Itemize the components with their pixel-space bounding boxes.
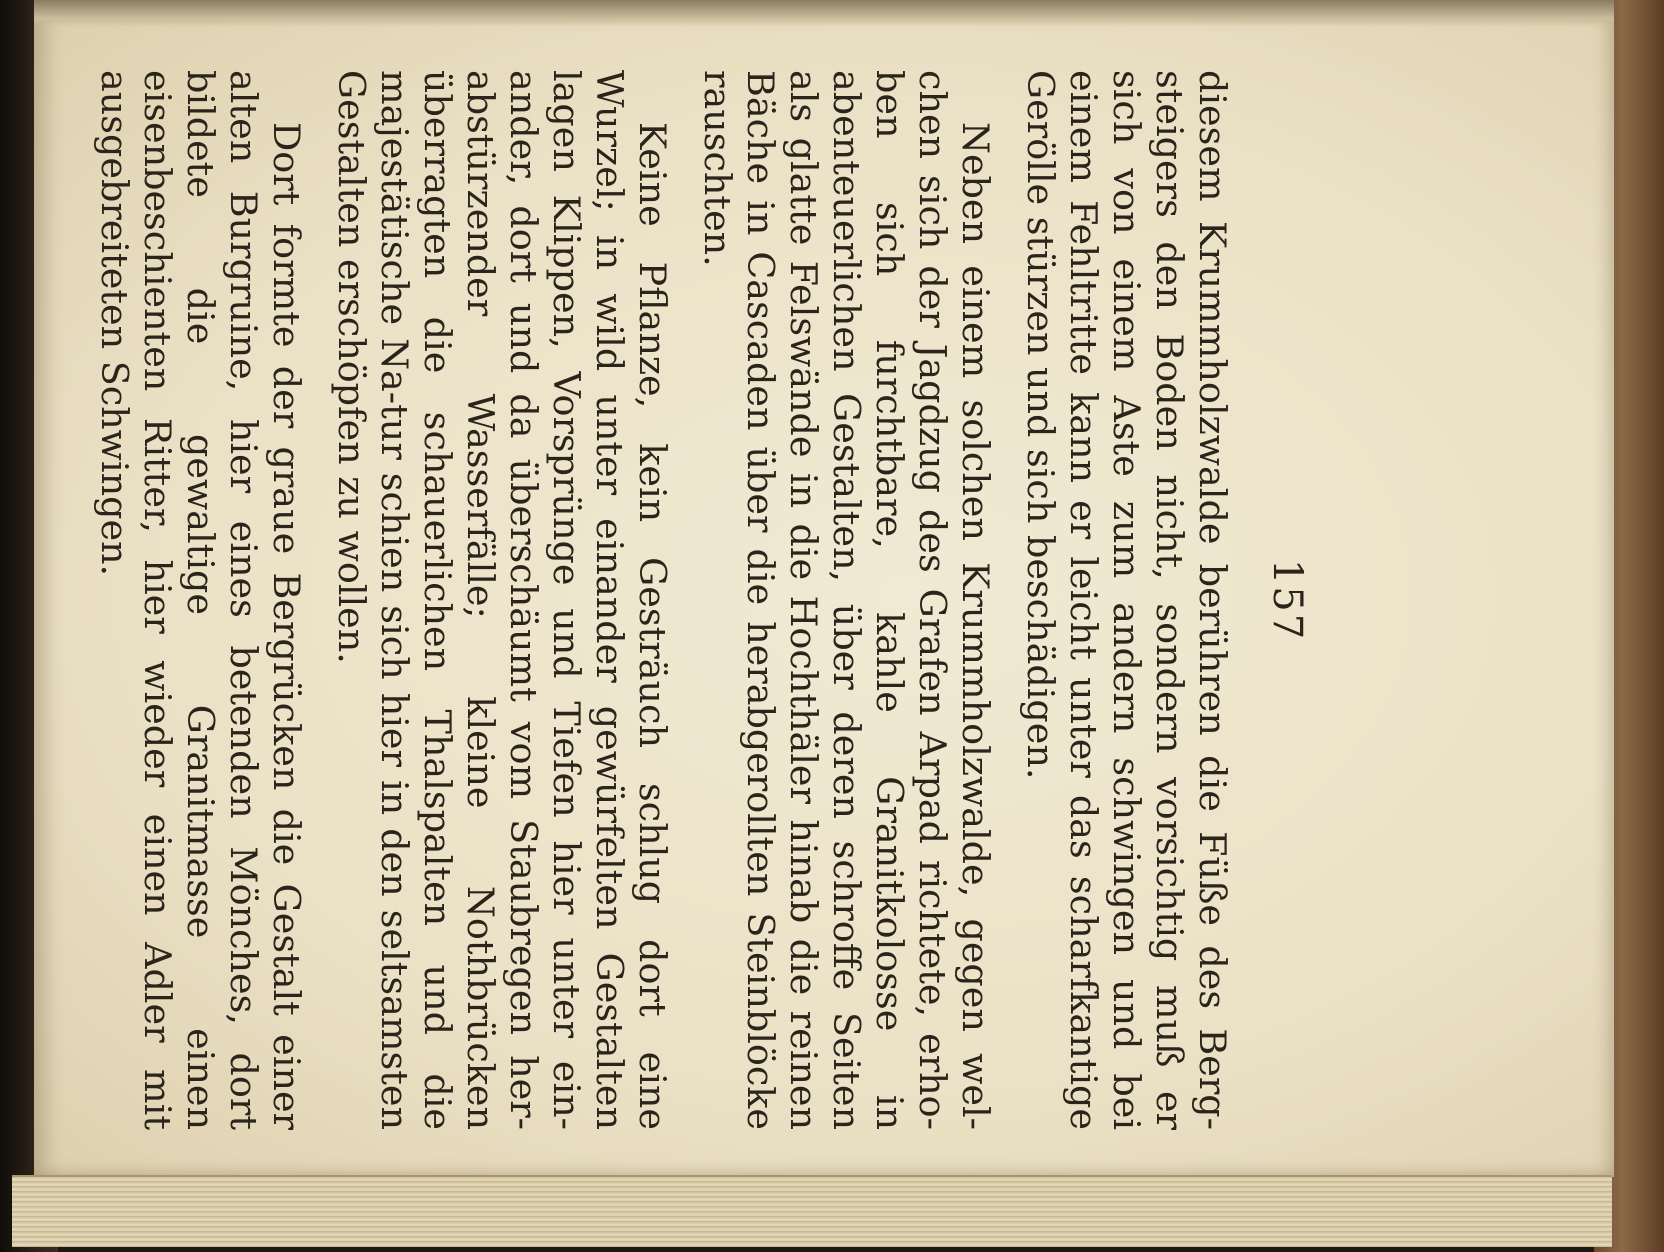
- paragraph-4: Dort formte der graue Bergrücken die Gestalt einer alten Burgruine, hier eines betenden Mönches, dort bildete die gewaltige Granitmasse einen eisenbeschienten Ritter, hier wieder einen Adler mit ausgebreiteten Schwingen.: [93, 70, 308, 1130]
- paragraph-1: diesem Krummholzwalde berühren die Füße des Berg-steigers den Boden nicht, sondern vorsichtig muß er sich von einem Aste zum andern schwingen und bei einem Fehltritte kann er leicht unter das scharfkantige Gerölle stürzen und sich beschädigen.: [1019, 70, 1234, 1130]
- paragraph-2: Neben einem solchen Krummholzwalde, gegen wel-chen sich der Jagdzug des Grafen Arpad richtete, erho-ben sich furchtbare, kahle Granitkolosse in abenteuerlichen Gestalten, über deren schroffe Seiten als glatte Felswände in die Hochthäler hinab die reinen Bäche in Cascaden über die herabgerollten Steinblöcke rauschten.: [696, 70, 997, 1130]
- page-gutter: [34, 0, 1614, 26]
- page-text-block: [93, 70, 1310, 1130]
- page-number: 157: [1264, 558, 1310, 642]
- paragraph-3: Keine Pflanze, kein Gesträuch schlug dort eine Wurzel; in wild unter einander gewürfelten Gestalten lagen Klippen, Vorsprünge und Tiefen hier unter ein-ander, dort und da überschäumt vom Staubregen her-abstürzender Wasserfälle; kleine Nothbrücken überragten die schauerlichen Thalspalten und die majestätische Na-tur schien sich hier in den seltsamsten Gestalten erschöpfen zu wollen.: [330, 70, 674, 1130]
- page-edges: [12, 1175, 1612, 1247]
